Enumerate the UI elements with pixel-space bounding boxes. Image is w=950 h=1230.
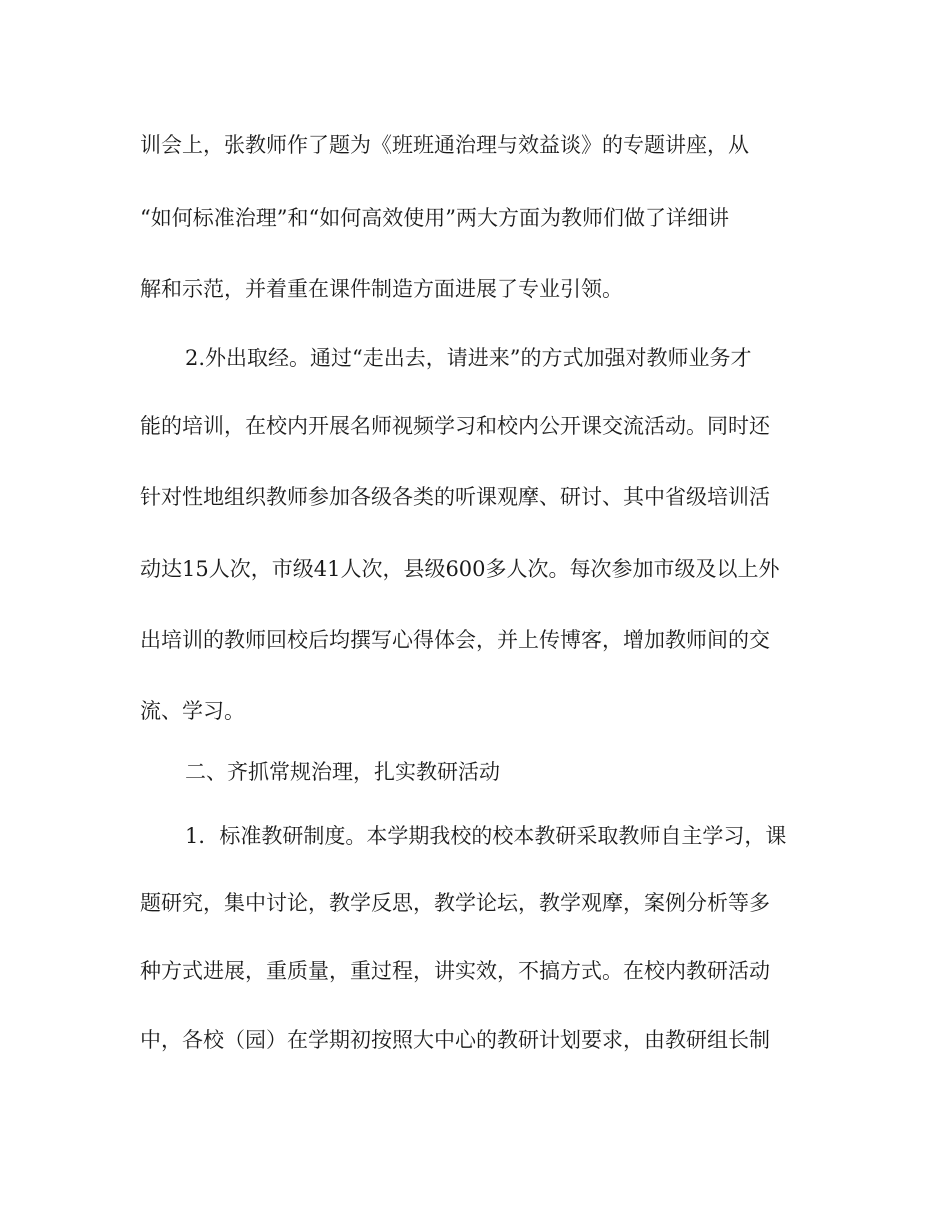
paragraph-start-line: 2.外出取经。通过“走出去，请进来”的方式加强对教师业务才 <box>185 346 752 370</box>
text-line: 种方式进展，重质量，重过程，讲实效，不搞方式。在校内教研活动 <box>140 959 770 983</box>
text-line: 中，各校（园）在学期初按照大中心的教研计划要求，由教研组长制 <box>140 1028 770 1052</box>
text-line: “如何标准治理”和“如何高效使用”两大方面为教师们做了详细讲 <box>140 206 729 230</box>
text-line: 针对性地组织教师参加各级各类的听课观摩、研讨、其中省级培训活 <box>140 485 770 509</box>
text-line: 流、学习。 <box>140 699 245 723</box>
text-line: 解和示范，并着重在课件制造方面进展了专业引领。 <box>140 277 623 301</box>
text-line: 能的培训，在校内开展名师视频学习和校内公开课交流活动。同时还 <box>140 414 770 438</box>
paragraph-start-line: 1．标准教研制度。本学期我校的校本教研采取教师自主学习，课 <box>185 824 787 848</box>
section-heading: 二、齐抓常规治理，扎实教研活动 <box>185 760 500 784</box>
text-line: 训会上，张教师作了题为《班班通治理与效益谈》的专题讲座，从 <box>140 133 749 157</box>
text-line: 动达15人次，市级41人次，县级600多人次。每次参加市级及以上外 <box>140 557 780 581</box>
text-line: 出培训的教师回校后均撰写心得体会，并上传博客，增加教师间的交 <box>140 628 770 652</box>
text-line: 题研究，集中讨论，教学反思，教学论坛，教学观摩，案例分析等多 <box>140 891 770 915</box>
